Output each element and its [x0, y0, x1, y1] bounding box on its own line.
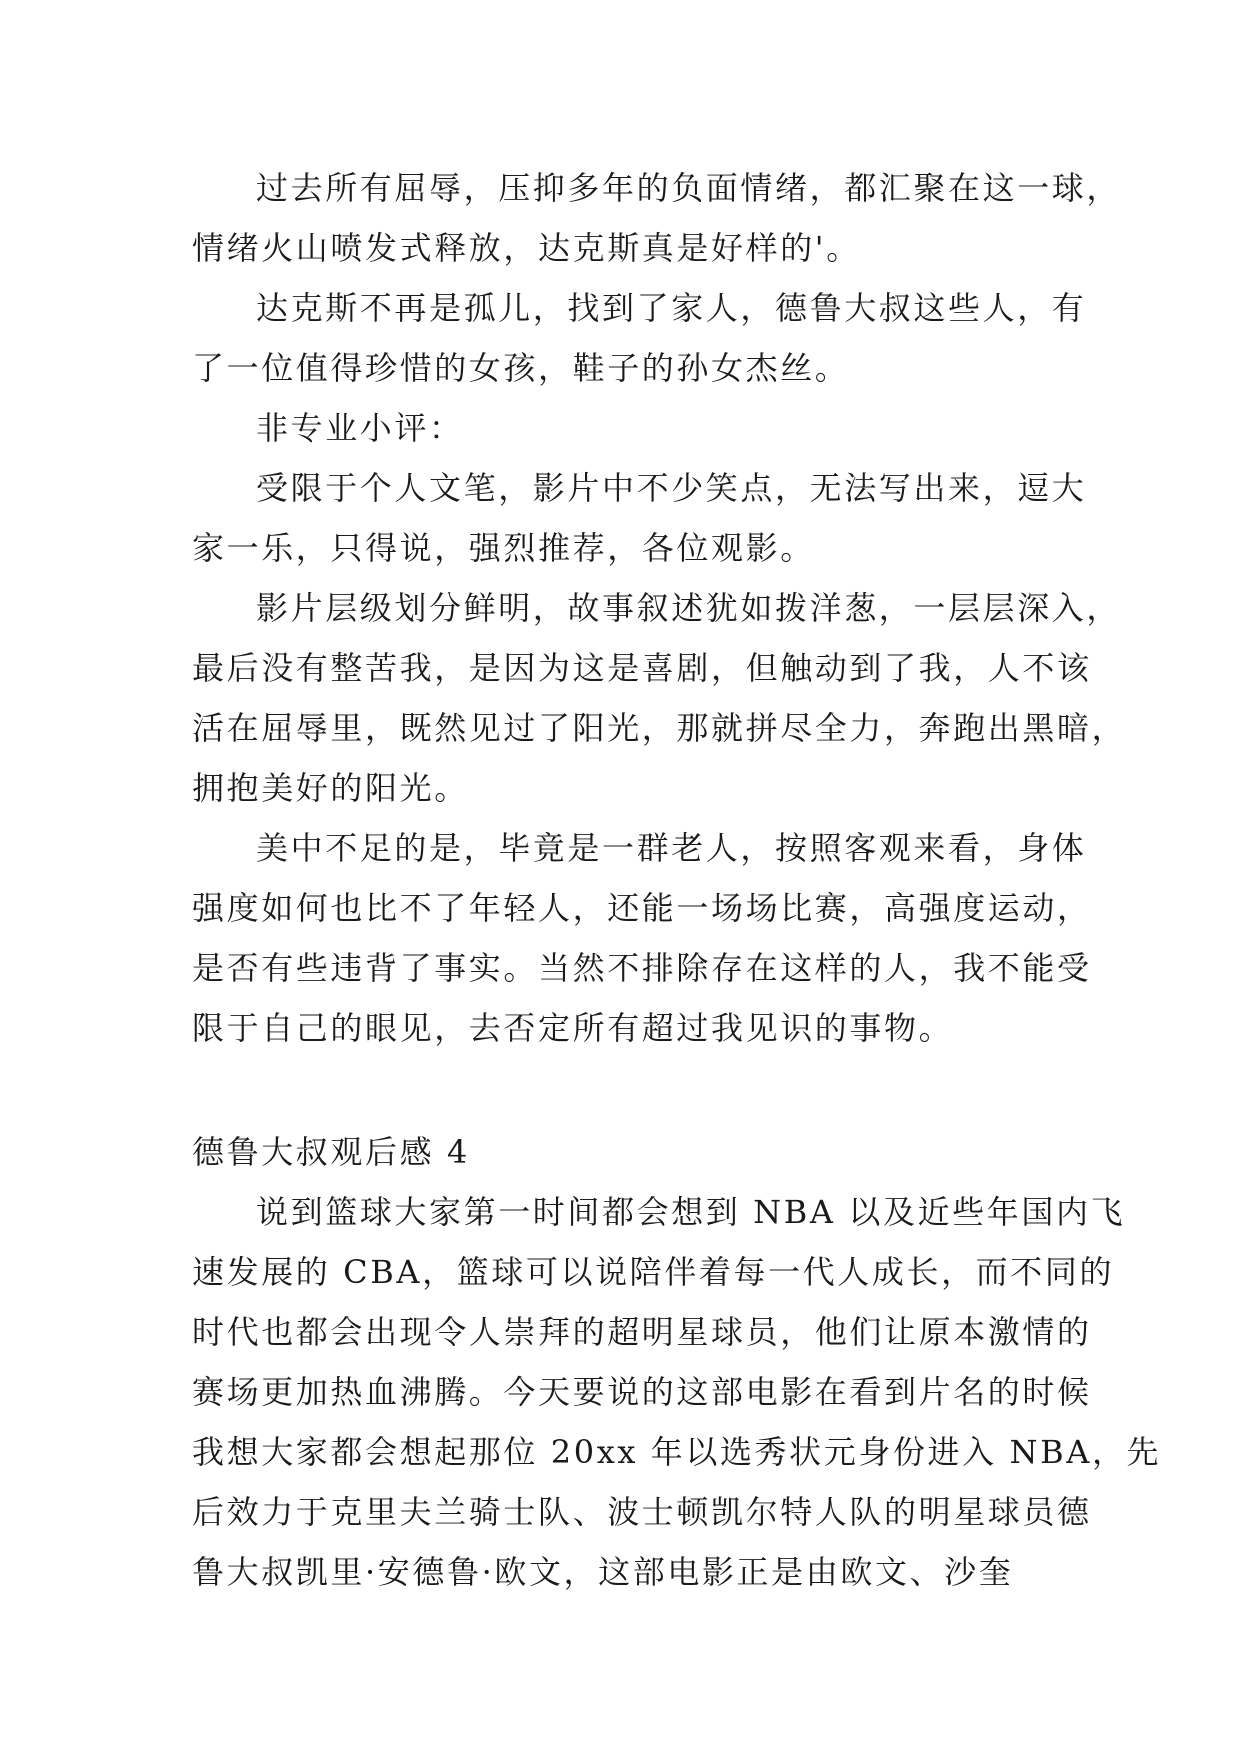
text-line: 最后没有整苦我，是因为这是喜剧，但触动到了我，人不该 [192, 649, 1092, 687]
document-body [192, 158, 1162, 1602]
paragraph [192, 278, 1087, 398]
text-line: 我想大家都会想起那位 20xx 年以选秀状元身份进入 NBA，先 [192, 1433, 1162, 1471]
text-line: 强度如何也比不了年轻人，还能一场场比赛，高强度运动， [192, 889, 1092, 927]
section-gap [192, 1058, 1052, 1122]
text-line: 是否有些违背了事实。当然不排除存在这样的人，我不能受 [192, 949, 1092, 987]
text-line: 鲁大叔凯里·安德鲁·欧文，这部电影正是由欧文、沙奎 [192, 1553, 1014, 1591]
paragraph [192, 398, 1052, 458]
text-line: 家一乐，只得说，强烈推荐，各位观影。 [192, 529, 815, 567]
paragraph [192, 578, 1127, 818]
text-line: 时代也都会出现令人崇拜的超明星球员，他们让原本激情的 [192, 1313, 1092, 1351]
text-line: 赛场更加热血沸腾。今天要说的这部电影在看到片名的时候 [192, 1373, 1092, 1411]
text-line: 拥抱美好的阳光。 [192, 769, 469, 807]
text-line: 受限于个人文笔，影片中不少笑点，无法写出来，逗大 [256, 469, 1087, 507]
paragraph [192, 158, 1122, 278]
text-line: 情绪火山喷发式释放，达克斯真是好样的'。 [192, 229, 861, 267]
text-line: 限于自己的眼见，去否定所有超过我见识的事物。 [192, 1009, 954, 1047]
text-line: 过去所有屈辱，压抑多年的负面情绪，都汇聚在这一球， [256, 169, 1122, 207]
section-heading: 德鲁大叔观后感 4 [192, 1133, 470, 1171]
text-line: 美中不足的是，毕竟是一群老人，按照客观来看，身体 [256, 829, 1087, 867]
text-line: 活在屈辱里，既然见过了阳光，那就拼尽全力，奔跑出黑暗， [192, 709, 1127, 747]
text-line: 说到篮球大家第一时间都会想到 NBA 以及近些年国内飞 [256, 1193, 1126, 1231]
paragraph [192, 1182, 1162, 1602]
text-line: 达克斯不再是孤儿，找到了家人，德鲁大叔这些人，有 [256, 289, 1087, 327]
text-line: 影片层级划分鲜明，故事叙述犹如拨洋葱，一层层深入， [256, 589, 1122, 627]
text-line: 非专业小评： [256, 409, 464, 447]
text-line: 了一位值得珍惜的女孩，鞋子的孙女杰丝。 [192, 349, 850, 387]
paragraph [192, 818, 1092, 1058]
text-line: 速发展的 CBA，篮球可以说陪伴着每一代人成长，而不同的 [192, 1253, 1115, 1291]
paragraph [192, 458, 1087, 578]
text-line: 后效力于克里夫兰骑士队、波士顿凯尔特人队的明星球员德 [192, 1493, 1092, 1531]
